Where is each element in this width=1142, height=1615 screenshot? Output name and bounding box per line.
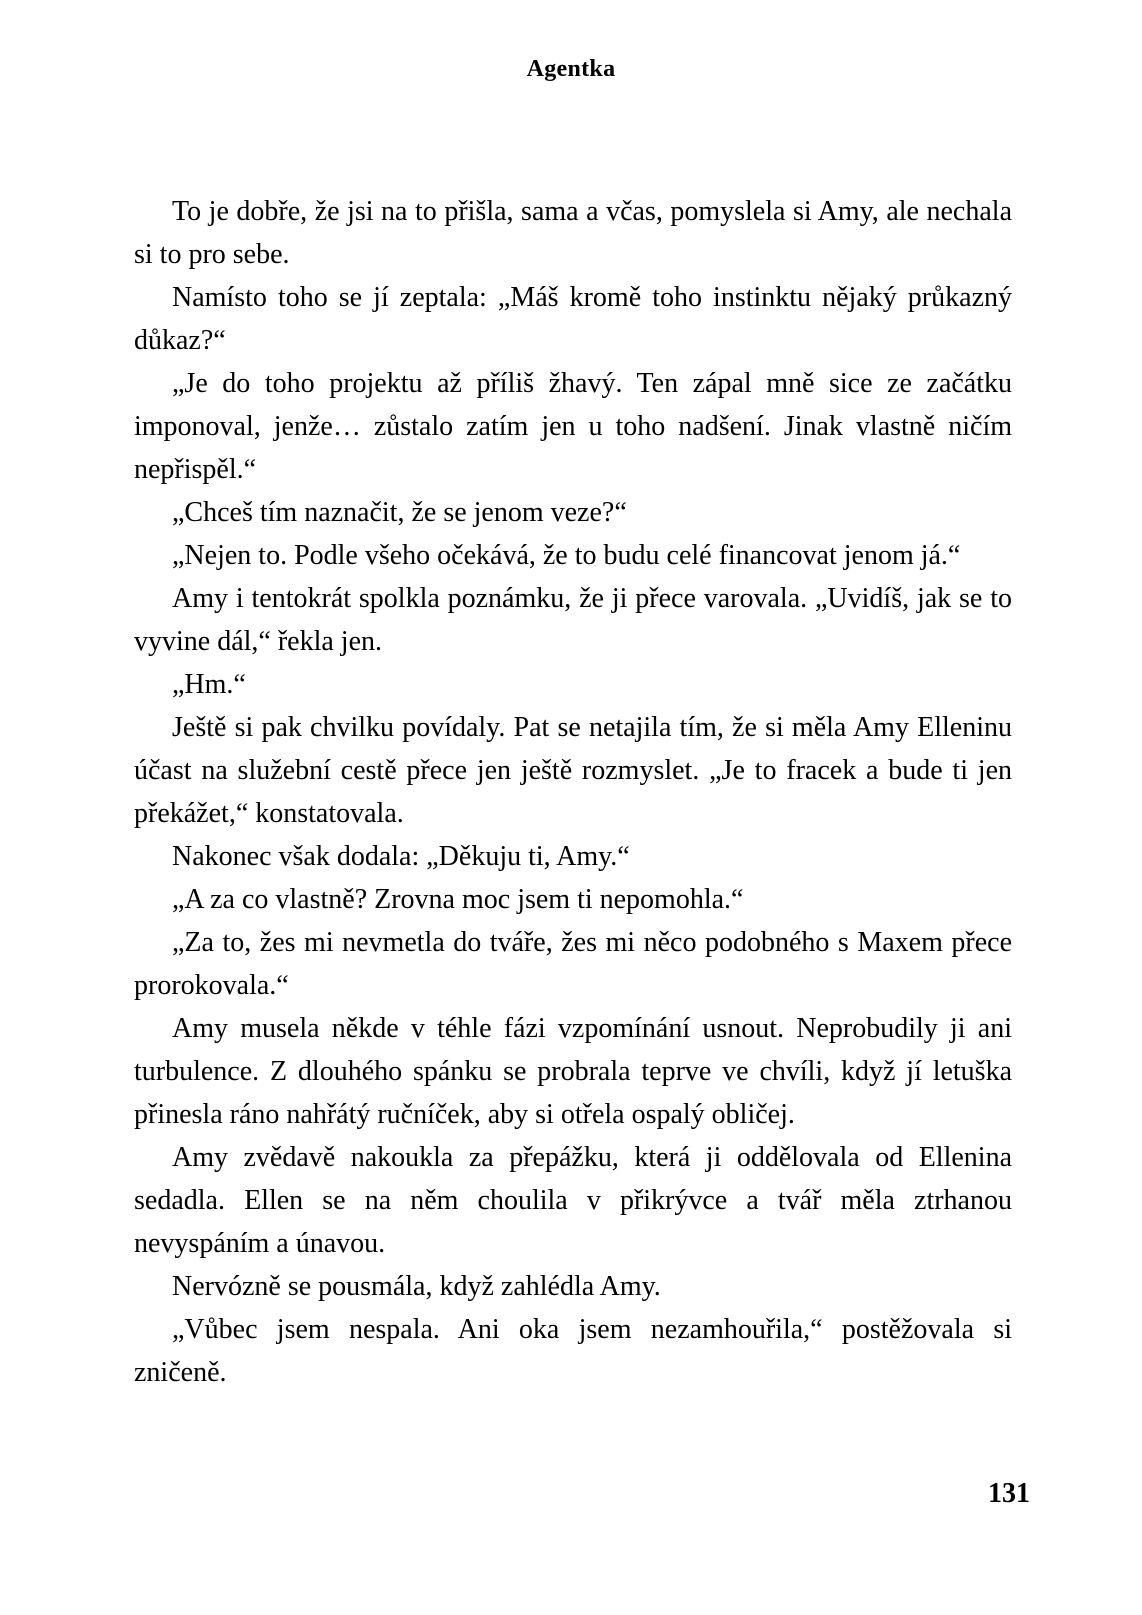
paragraph: „Je do toho projektu až příliš žhavý. Ten zápal mně sice ze začátku imponoval, jenže… zůstalo zatím jen u toho nadšení. Jinak vlastně ničím nepřispěl.“: [134, 368, 1012, 485]
paragraph: Ještě si pak chvilku povídaly. Pat se netajila tím, že si měla Amy Elleninu účast na služební cestě přece jen ještě rozmyslet. „Je to fracek a bude ti jen překážet,“ konstatovala.: [134, 712, 1012, 829]
paragraph: „Nejen to. Podle všeho očekává, že to budu celé financovat jenom já.“: [172, 540, 961, 571]
paragraph: Nervózně se pousmála, když zahlédla Amy.: [172, 1271, 661, 1302]
paragraph: „A za co vlastně? Zrovna moc jsem ti nepomohla.“: [172, 884, 744, 915]
paragraph: Amy musela někde v téhle fázi vzpomínání usnout. Neprobudily ji ani turbulence. Z dlouhého spánku se probrala teprve ve chvíli, když jí letuška přinesla ráno nahřátý ručníček, aby si otřela ospalý obličej.: [134, 1013, 1012, 1130]
text-block: [134, 190, 1012, 1394]
paragraph: Amy zvědavě nakoukla za přepážku, která ji oddělovala od Ellenina sedadla. Ellen se na něm choulila v přikrývce a tvář měla ztrhanou nevyspáním a únavou.: [134, 1142, 1012, 1259]
paragraph: „Za to, žes mi nevmetla do tváře, žes mi něco podobného s Maxem přece prorokovala.“: [134, 927, 1012, 1001]
paragraph: Namísto toho se jí zeptala: „Máš kromě toho instinktu nějaký průkazný důkaz?“: [134, 282, 1012, 356]
paragraph: Amy i tentokrát spolkla poznámku, že ji přece varovala. „Uvidíš, jak se to vyvine dál,“ řekla jen.: [134, 583, 1012, 657]
paragraph: Nakonec však dodala: „Děkuju ti, Amy.“: [172, 841, 630, 872]
running-header: Agentka: [526, 56, 616, 82]
paragraph: „Hm.“: [172, 669, 246, 700]
paragraph: To je dobře, že jsi na to přišla, sama a včas, pomyslela si Amy, ale nechala si to pro sebe.: [134, 196, 1012, 270]
paragraph: „Chceš tím naznačit, že se jenom veze?“: [172, 497, 627, 528]
paragraph: „Vůbec jsem nespala. Ani oka jsem nezamhouřila,“ postěžovala si zničeně.: [134, 1314, 1012, 1388]
page-number: 131: [988, 1478, 1030, 1509]
